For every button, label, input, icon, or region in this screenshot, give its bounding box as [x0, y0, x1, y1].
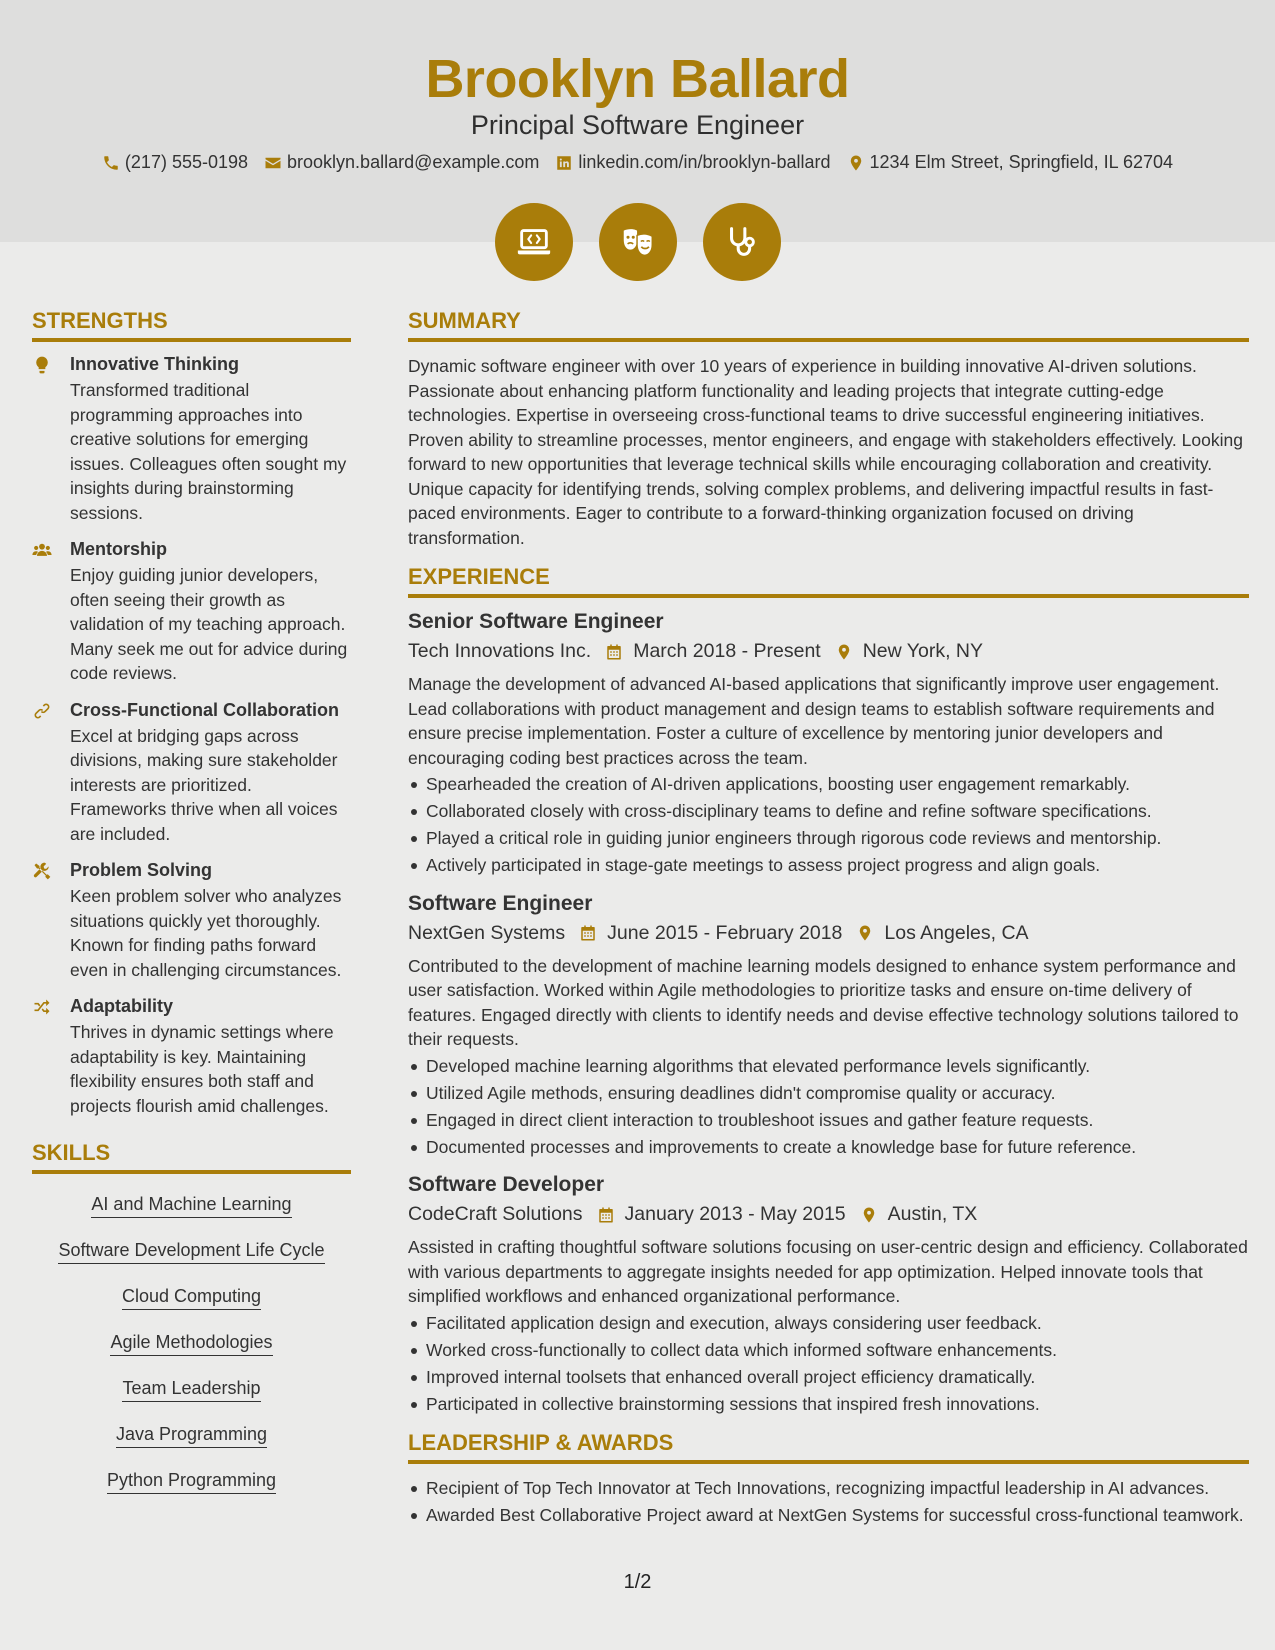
job-meta — [408, 922, 1249, 945]
strength-title: Adaptability — [70, 996, 174, 1016]
phone-icon — [102, 154, 120, 172]
skill-item: AI and Machine Learning — [91, 1194, 291, 1218]
link-icon — [32, 701, 52, 721]
shuffle-icon — [32, 997, 52, 1017]
strength-desc: Keen problem solver who analyzes situations quickly yet thoroughly. Known for finding paths forward even in challenging circumstances. — [70, 886, 342, 980]
envelope-icon — [264, 154, 282, 172]
skills-heading: SKILLS — [32, 1140, 351, 1174]
experience-heading: EXPERIENCE — [408, 564, 1249, 598]
job-entry — [408, 892, 1249, 1160]
email-text[interactable]: brooklyn.ballard@example.com — [287, 152, 540, 172]
linkedin-text[interactable]: linkedin.com/in/brooklyn-ballard — [578, 152, 831, 172]
job-bullets — [408, 1311, 1249, 1417]
interest-badges — [0, 203, 1275, 281]
job-company: CodeCraft Solutions — [408, 1203, 583, 1225]
theater-masks-badge — [599, 203, 677, 281]
list-item: Engaged in direct client interaction to troubleshoot issues and gather feature requests. — [408, 1108, 1249, 1133]
list-item: Recipient of Top Tech Innovator at Tech Innovations, recognizing impactful leadership in AI advances. — [408, 1476, 1249, 1501]
job-meta — [408, 1203, 1249, 1226]
phone-text: (217) 555-0198 — [124, 152, 249, 172]
job-dates: March 2018 - Present — [633, 640, 821, 662]
strength-item — [32, 996, 351, 1118]
candidate-role: Principal Software Engineer — [470, 110, 805, 140]
candidate-name: Brooklyn Ballard — [425, 49, 850, 109]
strength-title: Innovative Thinking — [70, 354, 240, 374]
job-entry — [408, 1173, 1249, 1416]
list-item: Actively participated in stage-gate meetings to assess project progress and align goals. — [408, 853, 1249, 878]
skill-item: Cloud Computing — [122, 1286, 261, 1310]
strength-desc: Thrives in dynamic settings where adaptability is key. Maintaining flexibility ensures both staff and projects flourish amid challenges. — [70, 1022, 334, 1116]
list-item: Participated in collective brainstorming sessions that inspired fresh innovations. — [408, 1392, 1249, 1417]
summary-text: Dynamic software engineer with over 10 years of experience in building innovative AI-driven solutions. Passionate about enhancing platform functionality and leading projects that integrate cutting-edge technologies. Expertise in overseeing cross-functional teams to drive successful engineering initiatives. Proven ability to streamline processes, mentor engineers, and engage with stakeholders effectively. Looking forward to new opportunities that leverage technical skills while encouraging collaboration and creativity. Unique capacity for identifying trends, solving complex problems, and delivering impactful results in fast-paced environments. Eager to contribute to a forward-thinking organization focused on driving transformation. — [408, 356, 1243, 548]
strength-item — [32, 700, 351, 847]
skills-list — [32, 1186, 351, 1508]
contact-phone — [102, 152, 248, 173]
list-item: Utilized Agile methods, ensuring deadlines didn't compromise quality or accuracy. — [408, 1081, 1249, 1106]
strength-item — [32, 539, 351, 686]
list-item: Developed machine learning algorithms that elevated performance levels significantly. — [408, 1054, 1249, 1079]
stethoscope-badge — [703, 203, 781, 281]
job-bullets — [408, 772, 1249, 878]
calendar-icon — [579, 924, 597, 942]
skill-item: Python Programming — [107, 1470, 276, 1494]
job-company: NextGen Systems — [408, 921, 566, 944]
map-marker-icon — [856, 924, 874, 942]
job-bullets — [408, 1054, 1249, 1160]
left-column — [32, 308, 351, 1508]
right-column — [408, 308, 1249, 1530]
list-item: Collaborated closely with cross-disciplinary teams to define and refine software specifications. — [408, 799, 1249, 824]
job-title: Software Developer — [408, 1173, 605, 1196]
strengths-heading: STRENGTHS — [32, 308, 351, 342]
job-meta — [408, 640, 1249, 663]
contact-email[interactable] — [264, 152, 539, 173]
strength-item — [32, 860, 351, 982]
job-dates: January 2013 - May 2015 — [624, 1203, 846, 1225]
laptop-code-icon — [515, 223, 553, 261]
list-item: Facilitated application design and execution, always considering user feedback. — [408, 1311, 1249, 1336]
theater-masks-icon — [619, 223, 657, 261]
strength-item — [32, 354, 351, 525]
job-desc: Assisted in crafting thoughtful software solutions focusing on user-centric design and efficiency. Collaborated with various departments to aggregate insights needed for app optimization. Helped innovate tools that simplified workflows and enhanced organizational performance. — [408, 1237, 1248, 1306]
strength-desc: Transformed traditional programming approaches into creative solutions for emerging issues. Colleagues often sought my insights during brainstorming sessions. — [70, 380, 347, 523]
list-item: Awarded Best Collaborative Project award at NextGen Systems for successful cross-functional teamwork. — [408, 1503, 1249, 1528]
list-item: Documented processes and improvements to create a knowledge base for future reference. — [408, 1135, 1249, 1160]
job-entry — [408, 610, 1249, 878]
skill-item: Java Programming — [116, 1424, 267, 1448]
tools-icon — [32, 861, 52, 881]
users-icon — [32, 540, 52, 560]
calendar-icon — [605, 643, 623, 661]
contact-linkedin[interactable] — [555, 152, 830, 173]
job-company: Tech Innovations Inc. — [408, 640, 592, 662]
job-location: New York, NY — [862, 640, 984, 662]
skill-item: Team Leadership — [122, 1378, 260, 1402]
list-item: Improved internal toolsets that enhanced overall project efficiency dramatically. — [408, 1365, 1249, 1390]
list-item: Worked cross-functionally to collect data which informed software enhancements. — [408, 1338, 1249, 1363]
job-title: Senior Software Engineer — [408, 610, 664, 633]
lightbulb-icon — [32, 355, 52, 375]
address-text: 1234 Elm Street, Springfield, IL 62704 — [869, 152, 1174, 172]
job-location: Los Angeles, CA — [884, 921, 1029, 944]
list-item: Played a critical role in guiding junior engineers through rigorous code reviews and mentorship. — [408, 826, 1249, 851]
map-marker-icon — [835, 643, 853, 661]
page-indicator: 1/2 — [623, 1571, 652, 1593]
strength-title: Cross-Functional Collaboration — [70, 699, 340, 720]
job-title: Software Engineer — [408, 891, 593, 915]
awards-heading: LEADERSHIP & AWARDS — [408, 1430, 1249, 1464]
job-location: Austin, TX — [887, 1203, 978, 1225]
map-marker-icon — [860, 1206, 878, 1224]
linkedin-icon — [555, 154, 573, 172]
summary-heading: SUMMARY — [408, 308, 1249, 342]
list-item: Spearheaded the creation of AI-driven applications, boosting user engagement remarkably. — [408, 772, 1249, 797]
strength-desc: Enjoy guiding junior developers, often seeing their growth as validation of my teaching approach. Many seek me out for advice during code reviews. — [70, 565, 348, 683]
strength-title: Problem Solving — [70, 860, 213, 880]
map-marker-icon — [847, 154, 865, 172]
calendar-icon — [597, 1206, 615, 1224]
stethoscope-icon — [723, 223, 761, 261]
skill-item: Software Development Life Cycle — [58, 1240, 324, 1264]
strength-desc: Excel at bridging gaps across divisions, making sure stakeholder interests are prioritized. Frameworks thrive when all voices are included. — [70, 725, 338, 844]
contact-bar — [0, 152, 1275, 173]
job-desc: Contributed to the development of machine learning models designed to enhance system performance and user satisfaction. Worked within Agile methodologies to prioritize tasks and ensure on-time delivery of features. Engaged directly with clients to identify needs and devise effective technology solutions tailored to their requests. — [408, 955, 1239, 1049]
laptop-code-badge — [495, 203, 573, 281]
awards-list — [408, 1476, 1249, 1528]
contact-address — [847, 152, 1174, 173]
strength-title: Mentorship — [70, 539, 167, 559]
skill-item: Agile Methodologies — [110, 1332, 272, 1356]
job-dates: June 2015 - February 2018 — [607, 921, 843, 944]
job-desc: Manage the development of advanced AI-based applications that significantly improve user engagement. Lead collaborations with product management and design teams to establish software requirements and ensure precise implementation. Foster a culture of excellence by mentoring junior developers and encouraging coding best practices across the team. — [408, 674, 1220, 768]
